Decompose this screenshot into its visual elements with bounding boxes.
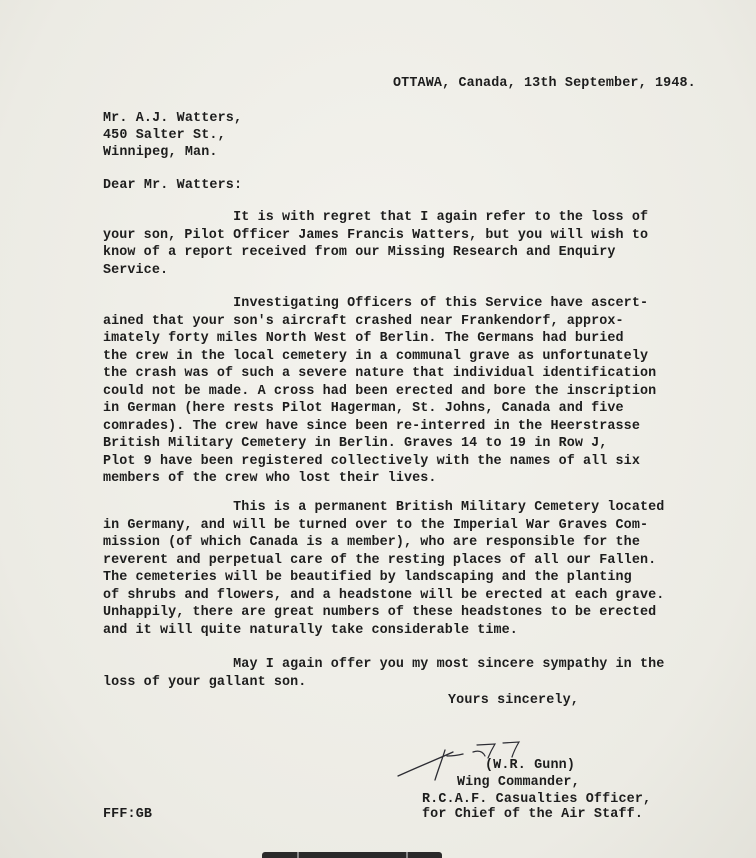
paragraph-line: and it will quite naturally take considerable time. xyxy=(103,622,518,638)
address-line-1: Mr. A.J. Watters, xyxy=(103,111,243,126)
paragraph-line: British Military Cemetery in Berlin. Graves 14 to 19 in Row J, xyxy=(103,436,608,451)
paragraph-line: know of a report received from our Missing Research and Enquiry xyxy=(103,245,616,260)
signer-for: for Chief of the Air Staff. xyxy=(422,807,644,822)
paragraph-line: loss of your gallant son. xyxy=(103,674,307,690)
signer-office: R.C.A.F. Casualties Officer, xyxy=(422,792,652,807)
paragraph-1 xyxy=(103,209,648,279)
paragraph-line: This is a permanent British Military Cemetery located xyxy=(103,500,665,515)
paragraph-4 xyxy=(103,656,664,691)
paragraph-line: The cemeteries will be beautified by landscaping and the planting xyxy=(103,570,632,585)
paragraph-line: of shrubs and flowers, and a headstone will be erected at each grave. xyxy=(103,587,665,603)
paragraph-line: mission (of which Canada is a member), who are responsible for the xyxy=(103,535,640,550)
paragraph-line: could not be made. A cross had been erected and bore the inscription xyxy=(103,383,657,399)
signer-title: Wing Commander, xyxy=(457,775,580,790)
paragraph-line: in Germany, and will be turned over to the Imperial War Graves Com- xyxy=(103,517,649,533)
paragraph-line: Investigating Officers of this Service have ascert- xyxy=(103,296,649,311)
paragraph-line: It is with regret that I again refer to the loss of xyxy=(103,210,649,225)
scroll-bar[interactable] xyxy=(262,852,442,858)
paragraph-line: reverent and perpetual care of the resting places of all our Fallen. xyxy=(103,552,657,568)
scroll-divider xyxy=(406,852,408,858)
paragraph-line: comrades). The crew have since been re-interred in the Heerstrasse xyxy=(103,418,640,434)
address-line-3: Winnipeg, Man. xyxy=(103,145,218,160)
salutation: Dear Mr. Watters: xyxy=(103,178,243,193)
reference-initials: FFF:GB xyxy=(103,807,153,822)
paragraph-line: the crew in the local cemetery in a communal grave as unfortunately xyxy=(103,348,649,364)
paragraph-line: Plot 9 have been registered collectively with the names of all six xyxy=(103,453,640,469)
paragraph-line: Service. xyxy=(103,262,169,278)
paragraph-line: May I again offer you my most sincere sympathy in the xyxy=(103,657,665,672)
address-line-2: 450 Salter St., xyxy=(103,128,226,143)
signer-name: (W.R. Gunn) xyxy=(485,758,576,773)
dateline: OTTAWA, Canada, 13th September, 1948. xyxy=(393,76,696,91)
paragraph-line: the crash was of such a severe nature that individual identification xyxy=(103,366,657,381)
paragraph-line: in German (here rests Pilot Hagerman, St. Johns, Canada and five xyxy=(103,401,624,416)
paragraph-line: imately forty miles North West of Berlin. The Germans had buried xyxy=(103,331,624,346)
paragraph-line: your son, Pilot Officer James Francis Watters, but you will wish to xyxy=(103,227,649,243)
paragraph-line: ained that your son's aircraft crashed near Frankendorf, approx- xyxy=(103,313,624,329)
closing: Yours sincerely, xyxy=(448,693,579,708)
paragraph-line: members of the crew who lost their lives. xyxy=(103,471,437,486)
paragraph-3 xyxy=(103,499,664,639)
paragraph-2 xyxy=(103,295,656,488)
paragraph-line: Unhappily, there are great numbers of these headstones to be erected xyxy=(103,605,657,620)
scroll-divider xyxy=(297,852,299,858)
